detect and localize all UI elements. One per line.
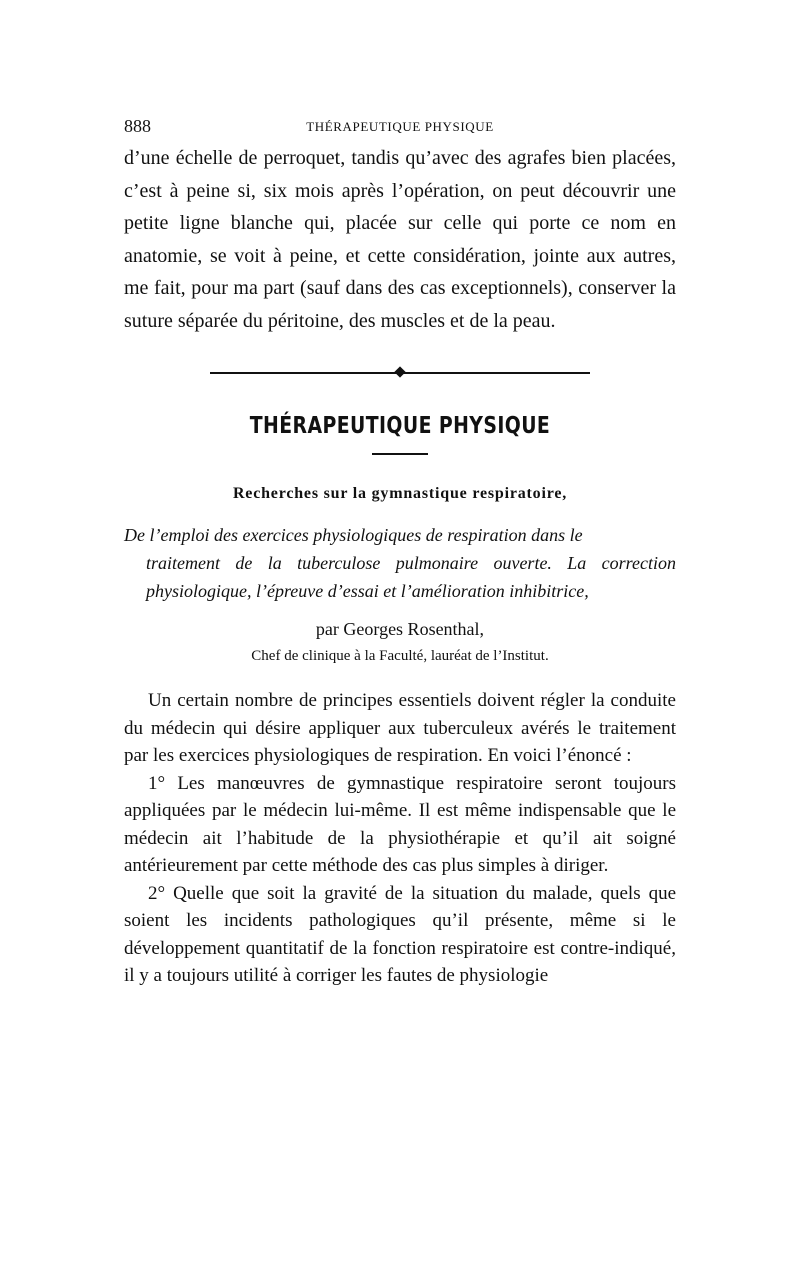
author-affiliation: Chef de clinique à la Faculté, lauréat de l’Institut. bbox=[251, 648, 549, 664]
running-title: THÉRAPEUTIQUE PHYSIQUE bbox=[306, 119, 494, 134]
top-paragraph: d’une échelle de perroquet, tandis qu’avec des agrafes bien placées, c’est à peine si, six mois après l’opération, on peut découvrir une petite ligne blanche qui, placée sur celle qui porte ce nom en anatomie, se voit à peine, et cette considération, jointe aux autres, me fait, pour ma part (sauf dans des cas exceptionnels), conserver la suture séparée du péritoine, des muscles et de la peau. bbox=[124, 147, 676, 332]
ornamental-rule bbox=[210, 367, 590, 379]
article-subtitle-rest: traitement de la tuberculose pulmonaire ouverte. La correction physiologique, l’épreuve d’essai et l’amélioration inhibitrice, bbox=[146, 553, 676, 601]
section-title: THÉRAPEUTIQUE PHYSIQUE bbox=[249, 413, 551, 439]
intro-paragraph: Un certain nombre de principes essentiels doivent régler la conduite du médecin qui désire appliquer aux tuberculeux avérés le traitement par les exercices physiologiques de respiration. En voici l’énoncé : bbox=[124, 690, 676, 766]
article-subtitle bbox=[124, 521, 676, 605]
ornament-diamond-icon bbox=[394, 366, 405, 377]
page-number: 888 bbox=[124, 116, 151, 136]
article-title: Recherches sur la gymnastique respiratoire, bbox=[232, 485, 568, 502]
article-body bbox=[124, 687, 676, 990]
running-head bbox=[124, 112, 676, 142]
author-line: par Georges Rosenthal, bbox=[315, 619, 485, 639]
principle-2-paragraph: 2° Quelle que soit la gravité de la situation du malade, quels que soient les incidents pathologiques qu’il présente, même si le développement quantitatif de la fonction respiratoire est contre-indiqué, il y a toujours utilité à corriger les fautes de physiologie bbox=[124, 882, 676, 986]
article-subtitle-line1: De l’emploi des exercices physiologiques de respiration dans le bbox=[124, 525, 583, 545]
principle-1-paragraph: 1° Les manœuvres de gymnastique respiratoire seront toujours appliquées par le médecin lui-même. Il est même indispensable que le médecin ait l’habitude de la physiothérapie et qu’il ait soigné antérieurement par cette méthode des cas plus simples à diriger. bbox=[124, 772, 676, 876]
book-page bbox=[124, 112, 676, 990]
title-rule bbox=[372, 453, 428, 455]
